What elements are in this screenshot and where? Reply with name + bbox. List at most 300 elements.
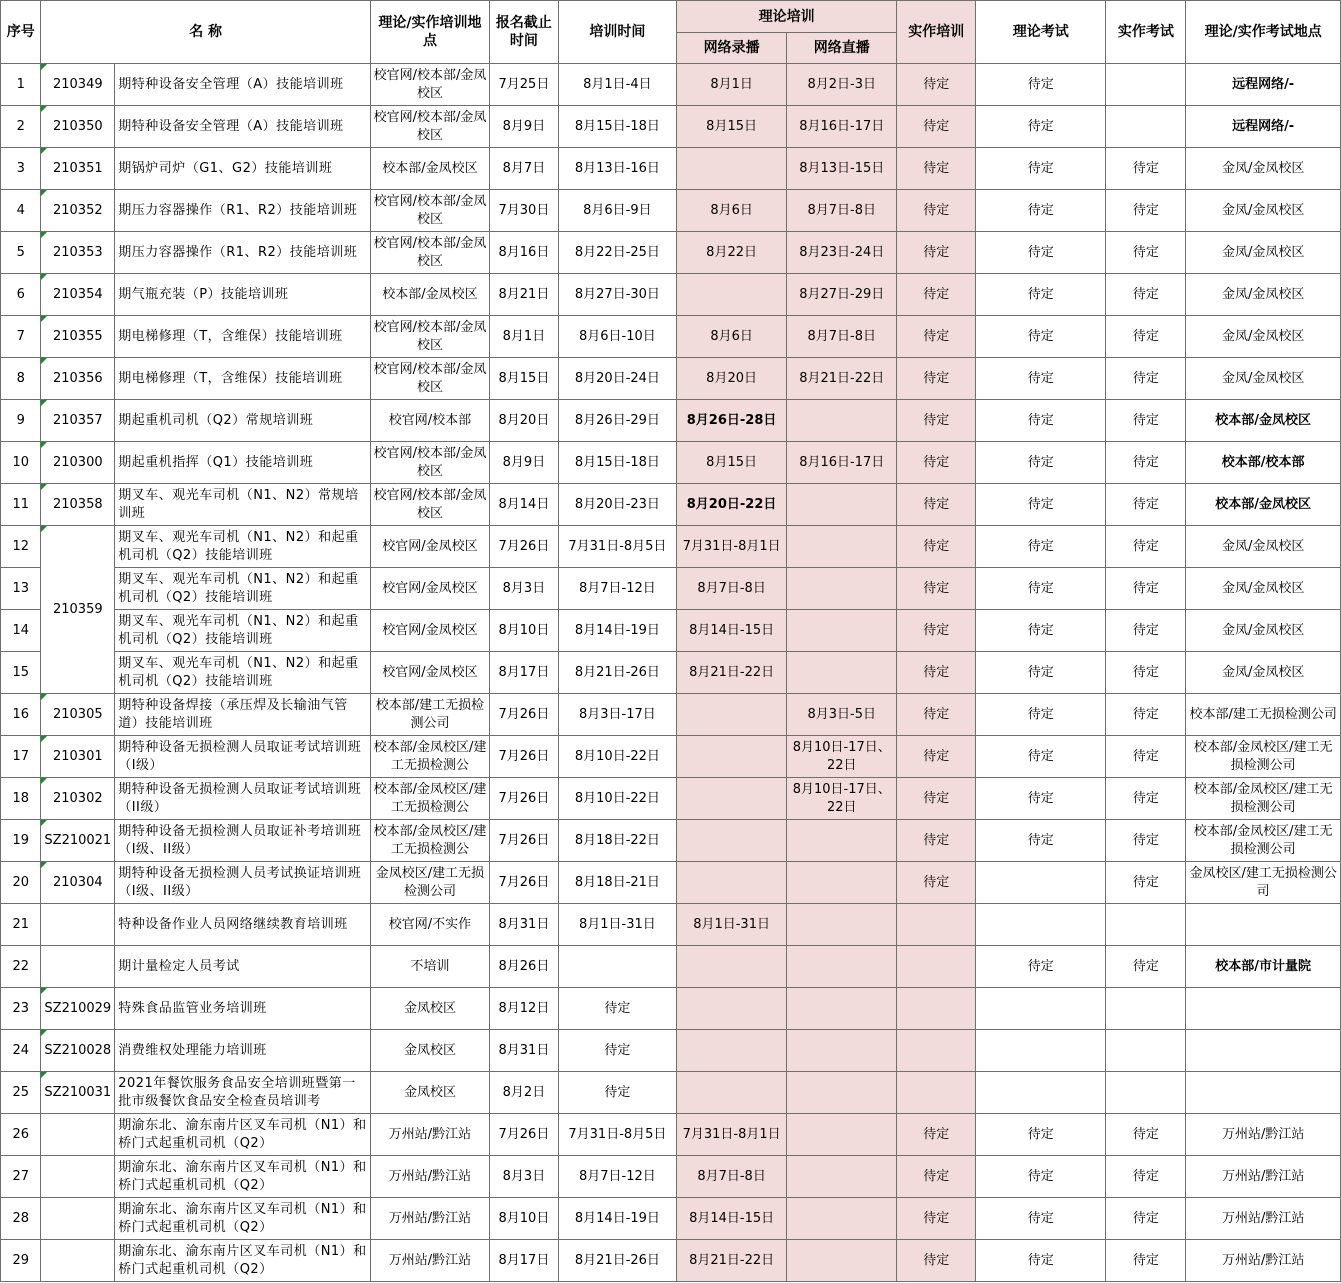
row-location: 校官网/校本部/金凤校区: [370, 316, 489, 358]
row-location: 校官网/校本部/金凤校区: [370, 484, 489, 526]
row-training-time: 8月10日-22日: [558, 736, 676, 778]
row-practical-exam: 待定: [1106, 442, 1186, 484]
row-practical-exam: 待定: [1106, 1114, 1186, 1156]
table-row: [1, 1030, 1341, 1072]
row-practical-exam: 待定: [1106, 778, 1186, 820]
row-practical: 待定: [897, 64, 976, 106]
row-practical: 待定: [897, 694, 976, 736]
row-deadline: 7月26日: [490, 736, 559, 778]
header-theory-training: 理论培训: [677, 1, 897, 33]
row-theory-exam: 待定: [976, 106, 1106, 148]
row-exam-location: 金凤/金凤校区: [1186, 652, 1341, 694]
row-code-text: 210350: [52, 118, 103, 134]
row-theory-exam: 待定: [976, 694, 1106, 736]
row-name: 期特种设备安全管理（A）技能培训班: [115, 106, 371, 148]
row-practical: [897, 988, 976, 1030]
table-row: [1, 484, 1341, 526]
row-live: [787, 1240, 897, 1282]
row-location: 校官网/校本部/金凤校区: [370, 442, 489, 484]
row-location: 校官网/金凤校区: [370, 652, 489, 694]
row-practical-exam: 待定: [1106, 316, 1186, 358]
row-deadline: 8月1日: [490, 316, 559, 358]
row-seq: 3: [1, 148, 41, 190]
row-deadline: 8月14日: [490, 484, 559, 526]
row-practical: [897, 904, 976, 946]
row-code: [41, 484, 115, 526]
row-seq: 27: [1, 1156, 41, 1198]
row-code: [41, 1072, 115, 1114]
row-practical-exam: 待定: [1106, 232, 1186, 274]
row-training-time: 待定: [558, 1072, 676, 1114]
table-row: [1, 64, 1341, 106]
row-theory-exam: [976, 1072, 1106, 1114]
row-seq: 9: [1, 400, 41, 442]
row-name: 期叉车、观光车司机（N1、N2）常规培训班: [115, 484, 371, 526]
row-deadline: 8月3日: [490, 1156, 559, 1198]
row-theory-exam: 待定: [976, 232, 1106, 274]
row-training-time: 待定: [558, 1030, 676, 1072]
row-exam-location: 校本部/校本部: [1186, 442, 1341, 484]
header-location: 理论/实作培训地点: [370, 1, 489, 64]
row-training-time: 8月7日-12日: [558, 568, 676, 610]
table-row: [1, 316, 1341, 358]
row-training-time: 8月22日-25日: [558, 232, 676, 274]
row-practical-exam: 待定: [1106, 1156, 1186, 1198]
row-location: 校官网/校本部/金凤校区: [370, 106, 489, 148]
row-practical-exam: 待定: [1106, 946, 1186, 988]
row-recorded: 8月21日-22日: [677, 652, 787, 694]
row-theory-exam: 待定: [976, 568, 1106, 610]
row-name: 期渝东北、渝东南片区叉车司机（N1）和桥门式起重机司机（Q2）: [115, 1240, 371, 1282]
row-live: 8月16日-17日: [787, 442, 897, 484]
row-deadline: 7月26日: [490, 862, 559, 904]
row-practical-exam: 待定: [1106, 862, 1186, 904]
row-practical-exam: 待定: [1106, 274, 1186, 316]
row-recorded: 8月14日-15日: [677, 1198, 787, 1240]
table-row: [1, 1198, 1341, 1240]
row-live: [787, 988, 897, 1030]
row-exam-location: 金凤/金凤校区: [1186, 358, 1341, 400]
row-location: 金凤校区: [370, 1030, 489, 1072]
table-row: [1, 904, 1341, 946]
row-training-time: 8月15日-18日: [558, 442, 676, 484]
row-deadline: 8月17日: [490, 1240, 559, 1282]
row-location: 校本部/金凤校区: [370, 274, 489, 316]
row-training-time: 8月1日-4日: [558, 64, 676, 106]
row-training-time: 待定: [558, 988, 676, 1030]
row-theory-exam: 待定: [976, 274, 1106, 316]
row-practical-exam: [1106, 904, 1186, 946]
row-seq: 17: [1, 736, 41, 778]
row-location: 金凤校区: [370, 1072, 489, 1114]
row-practical-exam: [1106, 1030, 1186, 1072]
row-training-time: 8月7日-12日: [558, 1156, 676, 1198]
header-seq: 序号: [1, 1, 41, 64]
comment-marker-icon: [41, 316, 47, 322]
row-live: 8月7日-8日: [787, 190, 897, 232]
row-practical-exam: 待定: [1106, 820, 1186, 862]
row-code: [41, 988, 115, 1030]
row-code-text: 210354: [52, 286, 103, 302]
row-deadline: 8月9日: [490, 442, 559, 484]
row-practical: 待定: [897, 778, 976, 820]
row-seq: 13: [1, 568, 41, 610]
comment-marker-icon: [41, 400, 47, 406]
row-location: 校本部/金凤校区/建工无损检测公: [370, 778, 489, 820]
row-practical-exam: 待定: [1106, 148, 1186, 190]
row-practical: 待定: [897, 610, 976, 652]
row-live: [787, 1030, 897, 1072]
row-exam-location: 校本部/金凤校区: [1186, 484, 1341, 526]
row-code-text: 210359: [52, 601, 103, 617]
row-code: [41, 946, 115, 988]
row-deadline: 7月26日: [490, 526, 559, 568]
row-code: [41, 148, 115, 190]
header-theory-exam: 理论考试: [976, 1, 1106, 64]
row-practical: [897, 1072, 976, 1114]
table-row: [1, 568, 1341, 610]
row-practical: 待定: [897, 736, 976, 778]
row-training-time: 8月21日-26日: [558, 652, 676, 694]
comment-marker-icon: [41, 232, 47, 238]
header-practical-training: 实作培训: [897, 1, 976, 64]
comment-marker-icon: [41, 1072, 47, 1078]
row-exam-location: 万州站/黔江站: [1186, 1114, 1341, 1156]
row-exam-location: 万州站/黔江站: [1186, 1198, 1341, 1240]
row-location: 校官网/不实作: [370, 904, 489, 946]
row-practical-exam: 待定: [1106, 484, 1186, 526]
row-code-text: SZ210031: [44, 1084, 112, 1100]
row-deadline: 8月9日: [490, 106, 559, 148]
row-training-time: [558, 946, 676, 988]
row-seq: 29: [1, 1240, 41, 1282]
header-name: 名 称: [41, 1, 370, 64]
row-training-time: 8月18日-22日: [558, 820, 676, 862]
row-practical: 待定: [897, 274, 976, 316]
row-live: [787, 400, 897, 442]
row-live: 8月13日-15日: [787, 148, 897, 190]
comment-marker-icon: [41, 778, 47, 784]
row-recorded: 8月21日-22日: [677, 1240, 787, 1282]
row-theory-exam: 待定: [976, 1114, 1106, 1156]
row-practical-exam: 待定: [1106, 190, 1186, 232]
row-location: 校官网/金凤校区: [370, 526, 489, 568]
table-row: [1, 1072, 1341, 1114]
row-exam-location: 校本部/金凤校区: [1186, 400, 1341, 442]
row-recorded: 8月1日-31日: [677, 904, 787, 946]
row-location: 校本部/建工无损检测公司: [370, 694, 489, 736]
row-exam-location: 金凤/金凤校区: [1186, 274, 1341, 316]
row-code: [41, 232, 115, 274]
row-location: 万州站/黔江站: [370, 1198, 489, 1240]
row-recorded: 8月1日: [677, 64, 787, 106]
row-code: [41, 400, 115, 442]
row-name: 2021年餐饮服务食品安全培训班暨第一批市级餐饮食品安全检查员培训考: [115, 1072, 371, 1114]
row-practical-exam: 待定: [1106, 652, 1186, 694]
row-seq: 24: [1, 1030, 41, 1072]
row-practical: 待定: [897, 106, 976, 148]
row-location: 校官网/金凤校区: [370, 568, 489, 610]
row-practical: 待定: [897, 1198, 976, 1240]
row-deadline: 8月17日: [490, 652, 559, 694]
table-row: [1, 694, 1341, 736]
table-row: [1, 862, 1341, 904]
row-location: 校本部/金凤校区/建工无损检测公: [370, 736, 489, 778]
row-practical: 待定: [897, 820, 976, 862]
row-seq: 19: [1, 820, 41, 862]
row-practical-exam: 待定: [1106, 694, 1186, 736]
row-location: 万州站/黔江站: [370, 1114, 489, 1156]
row-name: 期电梯修理（T，含维保）技能培训班: [115, 358, 371, 400]
row-practical-exam: [1106, 106, 1186, 148]
row-theory-exam: [976, 1030, 1106, 1072]
row-name: 期叉车、观光车司机（N1、N2）和起重机司机（Q2）技能培训班: [115, 568, 371, 610]
row-practical: 待定: [897, 358, 976, 400]
row-practical-exam: 待定: [1106, 526, 1186, 568]
row-code-text: 210349: [52, 76, 103, 92]
table-row: [1, 400, 1341, 442]
row-name: 期渝东北、渝东南片区叉车司机（N1）和桥门式起重机司机（Q2）: [115, 1156, 371, 1198]
row-code: [41, 1114, 115, 1156]
row-recorded: 8月7日-8日: [677, 568, 787, 610]
row-recorded: [677, 820, 787, 862]
comment-marker-icon: [41, 190, 47, 196]
row-name: 期渝东北、渝东南片区叉车司机（N1）和桥门式起重机司机（Q2）: [115, 1198, 371, 1240]
row-training-time: 8月3日-17日: [558, 694, 676, 736]
row-recorded: [677, 274, 787, 316]
row-deadline: 8月26日: [490, 946, 559, 988]
row-training-time: 8月21日-26日: [558, 1240, 676, 1282]
row-exam-location: 万州站/黔江站: [1186, 1156, 1341, 1198]
row-recorded: 8月20日: [677, 358, 787, 400]
row-theory-exam: 待定: [976, 652, 1106, 694]
row-name: 期特种设备无损检测人员取证考试培训班（I级）: [115, 736, 371, 778]
comment-marker-icon: [41, 64, 47, 70]
row-theory-exam: 待定: [976, 526, 1106, 568]
header-live: 网络直播: [787, 33, 897, 64]
row-practical-exam: 待定: [1106, 1198, 1186, 1240]
row-training-time: 8月14日-19日: [558, 610, 676, 652]
row-exam-location: 远程网络/-: [1186, 64, 1341, 106]
row-deadline: 8月21日: [490, 274, 559, 316]
row-code: [41, 778, 115, 820]
row-exam-location: 万州站/黔江站: [1186, 1240, 1341, 1282]
row-code-text: 210302: [52, 790, 103, 806]
row-deadline: 7月26日: [490, 778, 559, 820]
row-practical: 待定: [897, 400, 976, 442]
row-recorded: 8月22日: [677, 232, 787, 274]
row-live: [787, 946, 897, 988]
row-recorded: 8月20日-22日: [677, 484, 787, 526]
row-deadline: 8月3日: [490, 568, 559, 610]
comment-marker-icon: [41, 820, 47, 826]
row-deadline: 8月31日: [490, 1030, 559, 1072]
row-name: 期锅炉司炉（G1、G2）技能培训班: [115, 148, 371, 190]
row-practical-exam: 待定: [1106, 358, 1186, 400]
row-live: [787, 568, 897, 610]
row-code: [41, 316, 115, 358]
row-name: 期特种设备无损检测人员取证补考培训班（I级、II级）: [115, 820, 371, 862]
header-training-time: 培训时间: [558, 1, 676, 64]
row-training-time: 8月13日-16日: [558, 148, 676, 190]
row-practical: [897, 946, 976, 988]
row-training-time: 8月18日-21日: [558, 862, 676, 904]
row-deadline: 8月12日: [490, 988, 559, 1030]
row-seq: 10: [1, 442, 41, 484]
row-code-text: 210356: [52, 370, 103, 386]
row-recorded: [677, 694, 787, 736]
row-location: 校官网/校本部/金凤校区: [370, 190, 489, 232]
comment-marker-icon: [41, 442, 47, 448]
table-row: [1, 946, 1341, 988]
row-recorded: 7月31日-8月1日: [677, 1114, 787, 1156]
row-code: [41, 694, 115, 736]
row-exam-location: 金凤/金凤校区: [1186, 190, 1341, 232]
row-code: [41, 526, 115, 694]
row-live: [787, 904, 897, 946]
row-practical: 待定: [897, 1114, 976, 1156]
row-seq: 20: [1, 862, 41, 904]
row-code: [41, 190, 115, 232]
row-theory-exam: 待定: [976, 1156, 1106, 1198]
table-row: [1, 1114, 1341, 1156]
row-seq: 14: [1, 610, 41, 652]
row-exam-location: [1186, 1072, 1341, 1114]
header-recorded: 网络录播: [677, 33, 787, 64]
row-deadline: 7月26日: [490, 694, 559, 736]
row-seq: 22: [1, 946, 41, 988]
row-name: 期叉车、观光车司机（N1、N2）和起重机司机（Q2）技能培训班: [115, 526, 371, 568]
row-live: 8月10日-17日、22日: [787, 778, 897, 820]
row-code-text: 210304: [52, 874, 103, 890]
row-code-text: 210300: [52, 454, 103, 470]
row-seq: 12: [1, 526, 41, 568]
row-name: 期压力容器操作（R1、R2）技能培训班: [115, 232, 371, 274]
row-seq: 5: [1, 232, 41, 274]
row-live: [787, 862, 897, 904]
row-exam-location: 金凤/金凤校区: [1186, 526, 1341, 568]
row-practical: 待定: [897, 484, 976, 526]
table-row: [1, 820, 1341, 862]
row-code-text: SZ210029: [44, 1000, 112, 1016]
row-training-time: 8月1日-31日: [558, 904, 676, 946]
row-location: 万州站/黔江站: [370, 1156, 489, 1198]
row-seq: 6: [1, 274, 41, 316]
table-row: [1, 1156, 1341, 1198]
row-location: 校官网/金凤校区: [370, 610, 489, 652]
row-training-time: 8月15日-18日: [558, 106, 676, 148]
row-practical-exam: [1106, 988, 1186, 1030]
row-recorded: [677, 988, 787, 1030]
row-seq: 25: [1, 1072, 41, 1114]
row-code-text: 210358: [52, 496, 103, 512]
row-deadline: 8月2日: [490, 1072, 559, 1114]
row-practical-exam: 待定: [1106, 1240, 1186, 1282]
table-row: [1, 274, 1341, 316]
row-seq: 21: [1, 904, 41, 946]
row-practical-exam: 待定: [1106, 400, 1186, 442]
row-code-text: SZ210021: [44, 832, 112, 848]
row-name: 特种设备作业人员网络继续教育培训班: [115, 904, 371, 946]
row-training-time: 7月31日-8月5日: [558, 526, 676, 568]
row-seq: 8: [1, 358, 41, 400]
row-name: 期叉车、观光车司机（N1、N2）和起重机司机（Q2）技能培训班: [115, 652, 371, 694]
row-live: [787, 610, 897, 652]
row-recorded: [677, 1030, 787, 1072]
row-theory-exam: 待定: [976, 358, 1106, 400]
row-training-time: 8月20日-24日: [558, 358, 676, 400]
row-seq: 2: [1, 106, 41, 148]
table-row: [1, 988, 1341, 1030]
table-body: [1, 64, 1341, 1282]
table-row: [1, 778, 1341, 820]
row-exam-location: 金凤/金凤校区: [1186, 232, 1341, 274]
row-exam-location: 校本部/金凤校区/建工无损检测公司: [1186, 736, 1341, 778]
row-live: [787, 820, 897, 862]
row-recorded: [677, 1072, 787, 1114]
row-code: [41, 904, 115, 946]
row-live: 8月16日-17日: [787, 106, 897, 148]
table-row: [1, 442, 1341, 484]
row-exam-location: 金凤校区/建工无损检测公司: [1186, 862, 1341, 904]
row-practical-exam: [1106, 64, 1186, 106]
row-recorded: [677, 736, 787, 778]
row-recorded: [677, 778, 787, 820]
comment-marker-icon: [41, 358, 47, 364]
row-live: 8月7日-8日: [787, 316, 897, 358]
row-seq: 7: [1, 316, 41, 358]
row-code: [41, 358, 115, 400]
row-live: 8月3日-5日: [787, 694, 897, 736]
comment-marker-icon: [41, 106, 47, 112]
row-exam-location: 远程网络/-: [1186, 106, 1341, 148]
row-live: [787, 652, 897, 694]
comment-marker-icon: [41, 1030, 47, 1036]
row-name: 期压力容器操作（R1、R2）技能培训班: [115, 190, 371, 232]
row-live: [787, 1114, 897, 1156]
table-row: [1, 1240, 1341, 1282]
row-code: [41, 1156, 115, 1198]
row-practical: 待定: [897, 652, 976, 694]
comment-marker-icon: [41, 148, 47, 154]
row-code-text: 210351: [52, 160, 103, 176]
row-theory-exam: 待定: [976, 400, 1106, 442]
row-exam-location: 校本部/建工无损检测公司: [1186, 694, 1341, 736]
row-live: [787, 1156, 897, 1198]
header-deadline: 报名截止时间: [490, 1, 559, 64]
row-theory-exam: 待定: [976, 484, 1106, 526]
row-location: 校官网/校本部/金凤校区: [370, 64, 489, 106]
row-live: [787, 526, 897, 568]
row-seq: 15: [1, 652, 41, 694]
row-theory-exam: 待定: [976, 190, 1106, 232]
row-name: 期起重机指挥（Q1）技能培训班: [115, 442, 371, 484]
row-name: 期特种设备焊接（承压焊及长输油气管道）技能培训班: [115, 694, 371, 736]
table-row: [1, 526, 1341, 568]
row-theory-exam: 待定: [976, 946, 1106, 988]
header-exam-location: 理论/实作考试地点: [1186, 1, 1341, 64]
row-location: 金凤校区/建工无损检测公司: [370, 862, 489, 904]
row-recorded: 8月7日-8日: [677, 1156, 787, 1198]
row-code-text: SZ210028: [44, 1042, 112, 1058]
row-seq: 1: [1, 64, 41, 106]
row-practical: 待定: [897, 1156, 976, 1198]
row-location: 金凤校区: [370, 988, 489, 1030]
row-training-time: 8月20日-23日: [558, 484, 676, 526]
row-deadline: 8月10日: [490, 1198, 559, 1240]
row-live: 8月2日-3日: [787, 64, 897, 106]
row-practical: [897, 1030, 976, 1072]
